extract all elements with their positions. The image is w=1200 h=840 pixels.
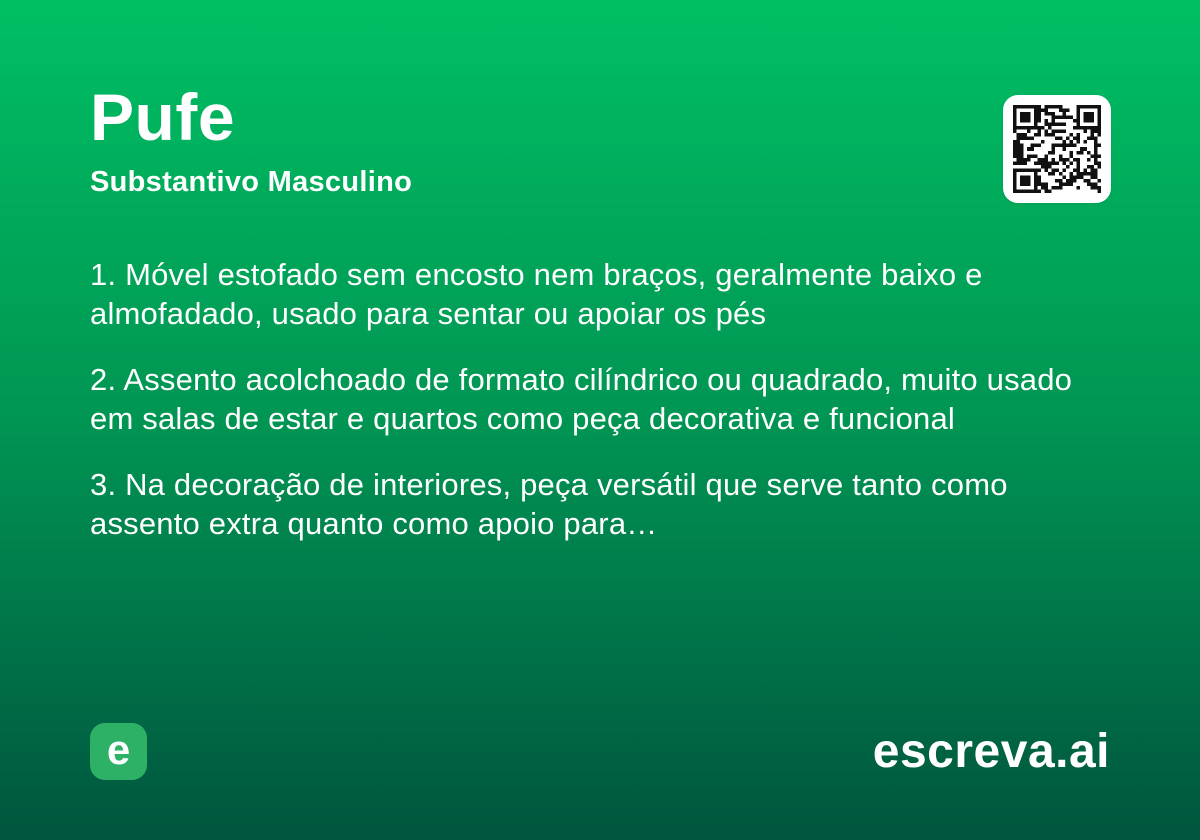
definition-item: 1. Móvel estofado sem encosto nem braços, geralmente baixo e almofadado, usado para sentar ou apoiar os pés bbox=[90, 257, 983, 331]
brand-logo-letter: e bbox=[106, 725, 131, 773]
word-title: Pufe bbox=[90, 80, 236, 154]
footer bbox=[0, 723, 1200, 780]
qr-code-icon bbox=[1003, 95, 1111, 203]
qr-code-canvas bbox=[1013, 105, 1101, 193]
definition-item: 3. Na decoração de interiores, peça versátil que serve tanto como assento extra quanto como apoio para… bbox=[90, 467, 1008, 541]
brand-name: escreva.ai bbox=[872, 724, 1110, 778]
definition-item: 2. Assento acolchoado de formato cilíndrico ou quadrado, muito usado em salas de estar e quartos como peça decorativa e funcional bbox=[90, 362, 1073, 436]
card-content bbox=[90, 80, 1110, 570]
definitions-list bbox=[90, 255, 1102, 543]
part-of-speech-label: Substantivo Masculino bbox=[90, 166, 413, 198]
brand-logo-icon bbox=[90, 723, 147, 780]
